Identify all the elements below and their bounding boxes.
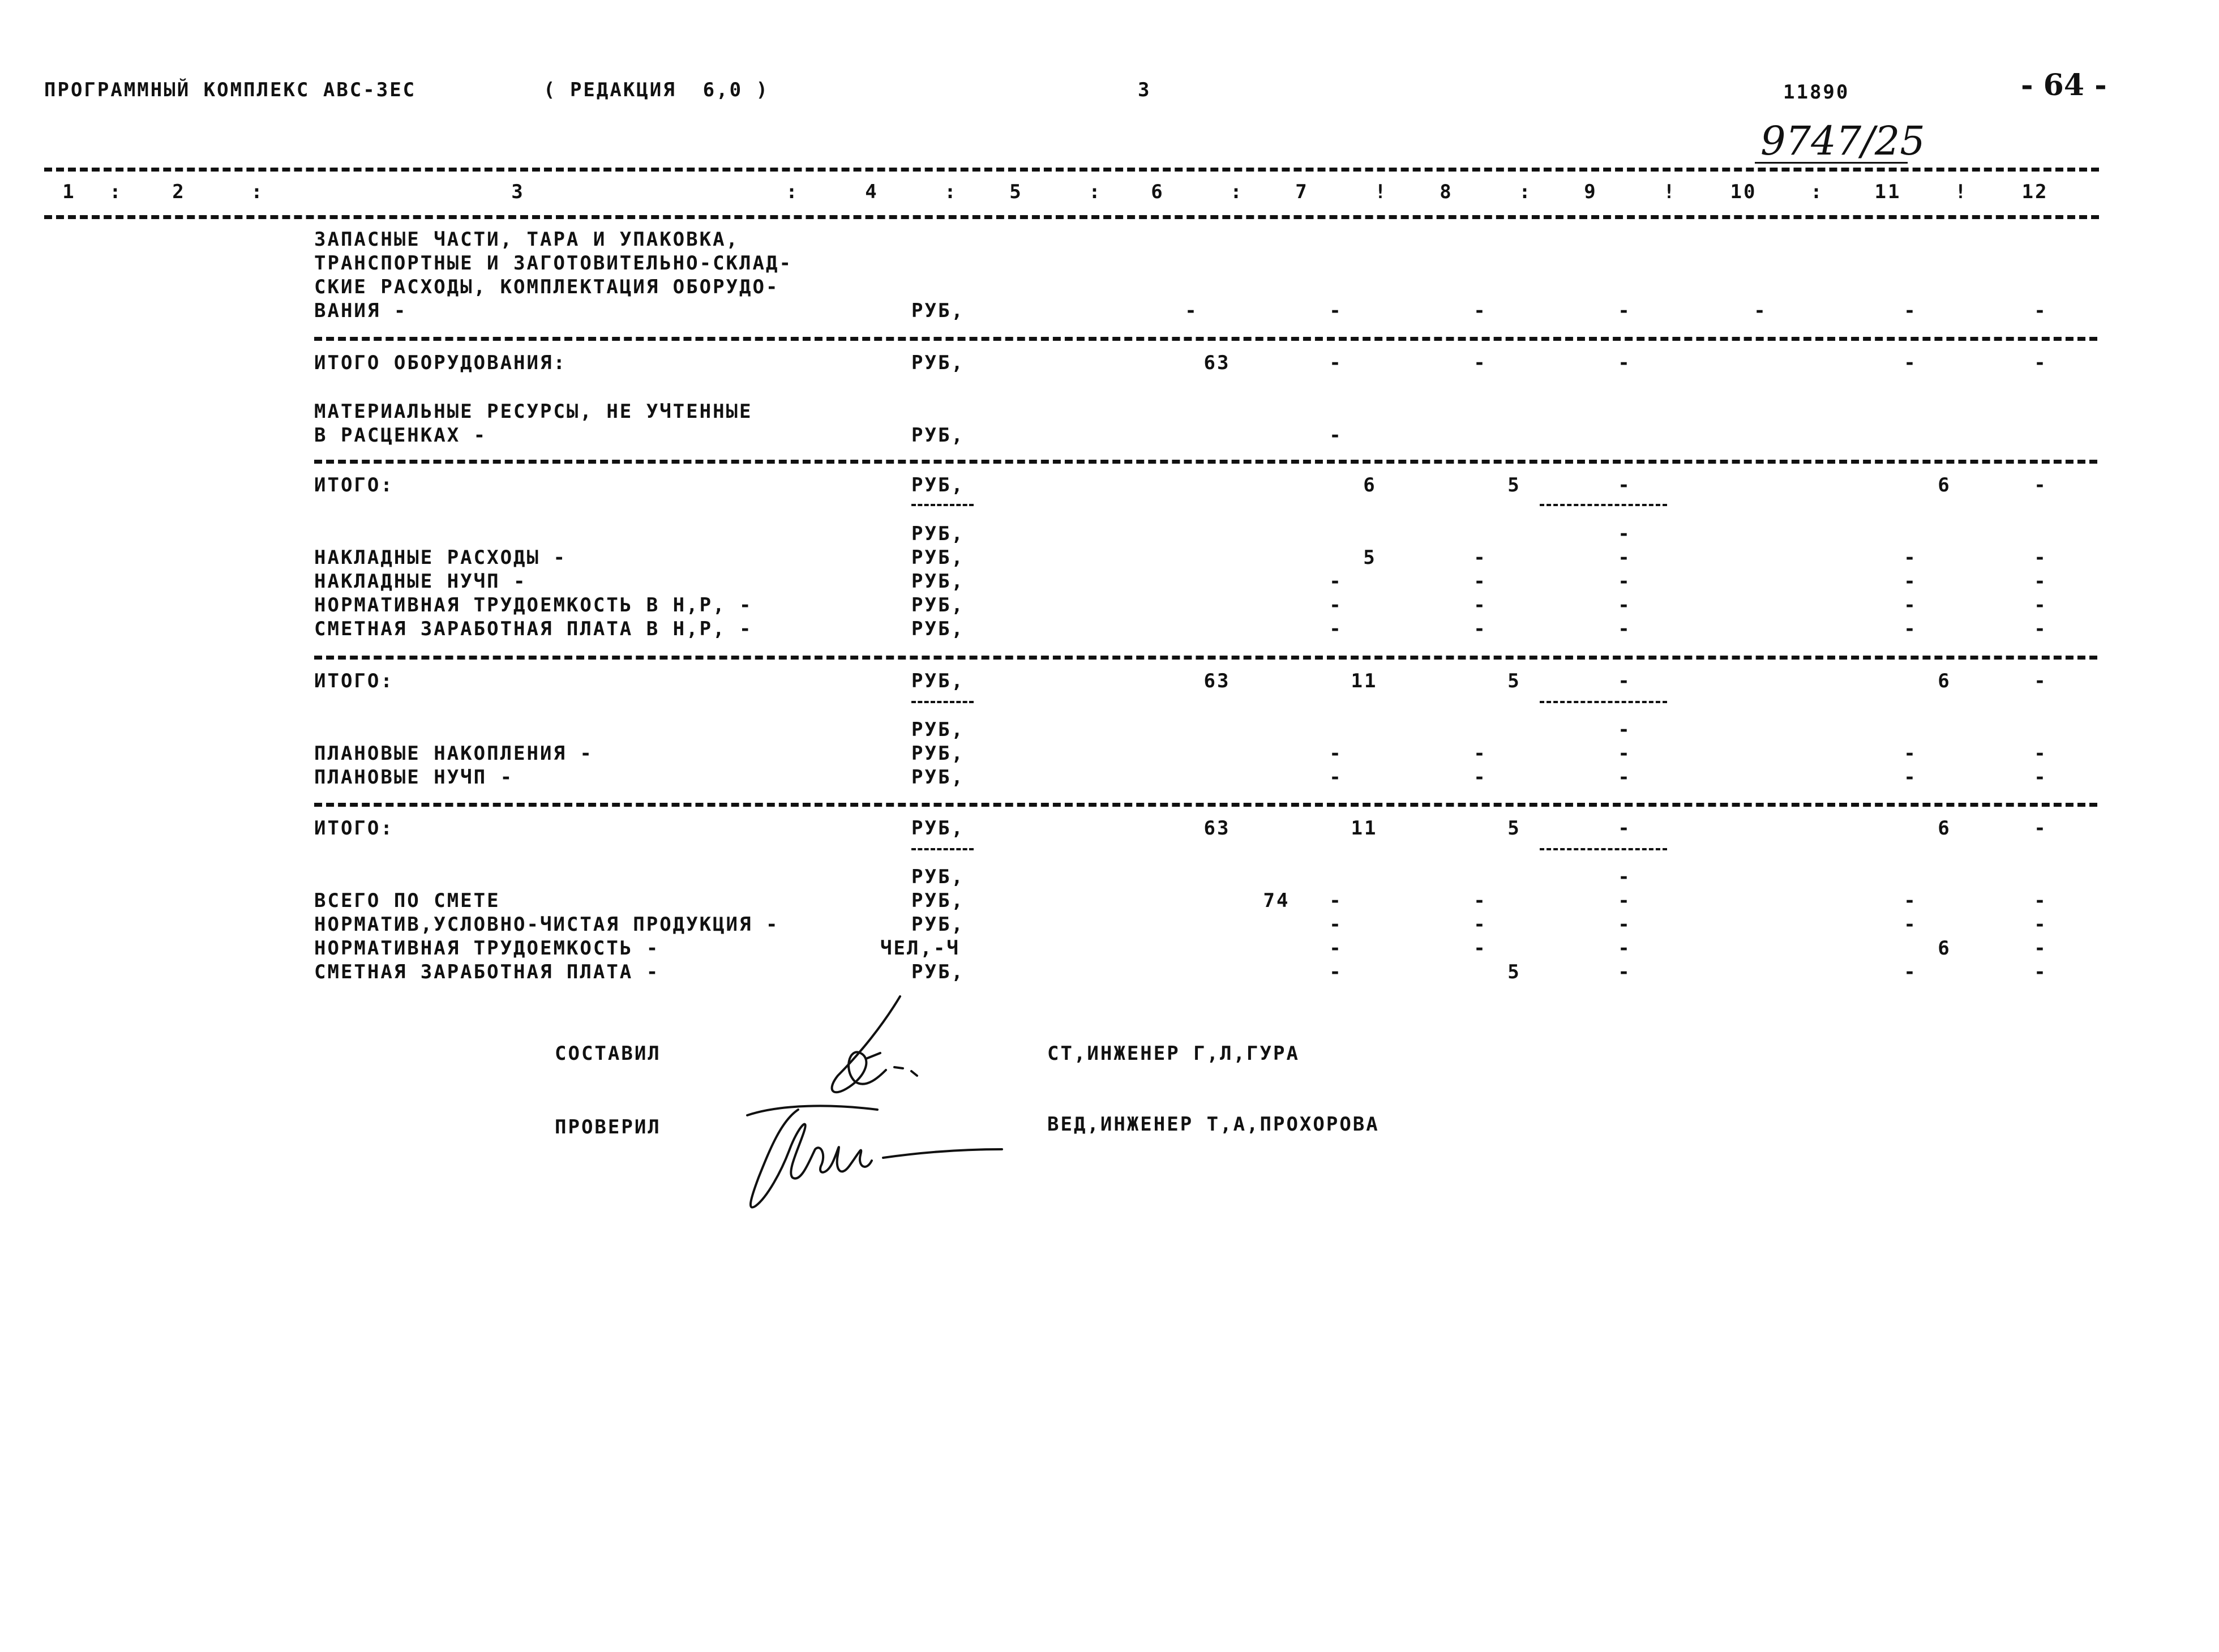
col-header-12: 12 [2021, 181, 2049, 203]
cell-col7: - [1329, 299, 1343, 322]
unit: РУБ, [911, 570, 965, 593]
cell-col8: - [1473, 299, 1487, 322]
cell-col12: - [2034, 766, 2047, 789]
unit: РУБ, [911, 961, 965, 983]
cell-col7: - [1329, 352, 1343, 374]
cell-col11: - [1904, 570, 1917, 593]
cell-col9: - [1618, 523, 1631, 545]
unit: ЧЕЛ,-Ч [880, 937, 960, 960]
row-label: СМЕТНАЯ ЗАРАБОТНАЯ ПЛАТА - [314, 961, 660, 983]
unit: РУБ, [911, 817, 965, 840]
col-header-7: 7 [1295, 181, 1309, 203]
cell-col11: 6 [1938, 670, 1951, 692]
cell-col12: - [2034, 352, 2047, 374]
col-header-1: 1 [62, 181, 76, 203]
col-sep: : [786, 181, 799, 203]
table-top-rule [44, 168, 2099, 172]
row-label: В РАСЦЕНКАХ - [314, 424, 487, 447]
unit: РУБ, [911, 546, 965, 569]
short-rule [1540, 848, 1667, 850]
cell-col7: 11 [1351, 817, 1378, 840]
checked-label: ПРОВЕРИЛ [555, 1116, 661, 1139]
unit: РУБ, [911, 718, 965, 741]
col-sep: : [251, 181, 264, 203]
row-label: СКИЕ РАСХОДЫ, КОМПЛЕКТАЦИЯ ОБОРУДО- [314, 276, 779, 298]
unit: РУБ, [911, 670, 965, 692]
cell-col12: - [2034, 913, 2047, 936]
signature-checker [736, 1093, 1019, 1223]
row-label: МАТЕРИАЛЬНЫЕ РЕСУРСЫ, НЕ УЧТЕННЫЕ [314, 400, 753, 423]
row-label: ВСЕГО ПО СМЕТЕ [314, 889, 500, 912]
col-sep: : [944, 181, 958, 203]
cell-col9: - [1618, 546, 1631, 569]
col-sep: : [1519, 181, 1532, 203]
row-label: ИТОГО: [314, 474, 394, 497]
cell-col8: 5 [1507, 817, 1521, 840]
cell-col9: - [1618, 594, 1631, 617]
unit: РУБ, [911, 866, 965, 888]
cell-col11: - [1904, 742, 1917, 765]
unit: РУБ, [911, 523, 965, 545]
rule [314, 656, 2097, 660]
cell-col11: - [1904, 913, 1917, 936]
cell-col11: - [1904, 766, 1917, 789]
cell-col9: - [1618, 670, 1631, 692]
row-label: НОРМАТИВ,УСЛОВНО-ЧИСТАЯ ПРОДУКЦИЯ - [314, 913, 779, 936]
cell-col11: - [1904, 299, 1917, 322]
unit: РУБ, [911, 889, 965, 912]
cell-col12: - [2034, 817, 2047, 840]
sheet-number: 3 [1138, 79, 1151, 101]
cell-col7: - [1329, 937, 1343, 960]
col-sep: ! [1374, 181, 1388, 203]
document-code: 11890 [1783, 81, 1850, 104]
cell-col11: 6 [1938, 817, 1951, 840]
rule [314, 337, 2097, 341]
cell-col8: - [1473, 742, 1487, 765]
composed-by: СТ,ИНЖЕНЕР Г,Л,ГУРА [1047, 1042, 1300, 1065]
unit: РУБ, [911, 424, 965, 447]
cell-col6: 63 [1203, 817, 1231, 840]
cell-col11: - [1904, 618, 1917, 640]
cell-col11: - [1904, 352, 1917, 374]
row-label: ЗАПАСНЫЕ ЧАСТИ, ТАРА И УПАКОВКА, [314, 228, 740, 251]
unit: РУБ, [911, 766, 965, 789]
row-label: СМЕТНАЯ ЗАРАБОТНАЯ ПЛАТА В Н,Р, - [314, 618, 753, 640]
handwritten-underline [1755, 162, 1908, 164]
cell-col7: - [1329, 742, 1343, 765]
cell-col11: - [1904, 594, 1917, 617]
col-sep: : [1810, 181, 1824, 203]
cell-col9: - [1618, 352, 1631, 374]
program-edition: ( РЕДАКЦИЯ 6,0 ) [543, 79, 769, 101]
short-rule [911, 504, 974, 506]
cell-col8: - [1473, 570, 1487, 593]
unit: РУБ, [911, 594, 965, 617]
col-header-3: 3 [511, 181, 525, 203]
col-header-11: 11 [1874, 181, 1901, 203]
cell-col12: - [2034, 742, 2047, 765]
cell-col8: - [1473, 913, 1487, 936]
cell-col7: 11 [1351, 670, 1378, 692]
col-header-9: 9 [1584, 181, 1597, 203]
row-label: ИТОГО: [314, 670, 394, 692]
rule [314, 460, 2097, 464]
cell-col12: - [2034, 299, 2047, 322]
unit: РУБ, [911, 913, 965, 936]
cell-col9: - [1618, 299, 1631, 322]
row-label: НОРМАТИВНАЯ ТРУДОЕМКОСТЬ В Н,Р, - [314, 594, 753, 617]
col-header-4: 4 [865, 181, 879, 203]
cell-col7: - [1329, 766, 1343, 789]
row-label: ПЛАНОВЫЕ НАКОПЛЕНИЯ - [314, 742, 593, 765]
cell-col12: - [2034, 937, 2047, 960]
cell-col11: - [1904, 546, 1917, 569]
col-sep: : [109, 181, 123, 203]
table-header-rule [44, 215, 2099, 219]
cell-col9: - [1618, 618, 1631, 640]
cell-col9: - [1618, 817, 1631, 840]
unit: РУБ, [911, 299, 965, 322]
cell-col6: - [1185, 299, 1198, 322]
cell-col8: - [1473, 546, 1487, 569]
row-label: ПЛАНОВЫЕ НУЧП - [314, 766, 514, 789]
cell-col7: - [1329, 913, 1343, 936]
col-header-6: 6 [1151, 181, 1164, 203]
col-header-8: 8 [1440, 181, 1453, 203]
program-title: ПРОГРАММНЫЙ КОМПЛЕКС АВС-3ЕС [44, 79, 417, 101]
short-rule [1540, 504, 1667, 506]
cell-col12: - [2034, 474, 2047, 497]
cell-col9: - [1618, 889, 1631, 912]
cell-col12: - [2034, 546, 2047, 569]
cell-col8: - [1473, 594, 1487, 617]
row-label: ИТОГО ОБОРУДОВАНИЯ: [314, 352, 567, 374]
row-label: НАКЛАДНЫЕ РАСХОДЫ - [314, 546, 567, 569]
cell-col11: 6 [1938, 937, 1951, 960]
row-label: ТРАНСПОРТНЫЕ И ЗАГОТОВИТЕЛЬНО-СКЛАД- [314, 252, 792, 275]
row-label: ИТОГО: [314, 817, 394, 840]
unit: РУБ, [911, 352, 965, 374]
cell-col6: 74 [1263, 889, 1290, 912]
cell-col7: - [1329, 618, 1343, 640]
short-rule [1540, 701, 1667, 703]
short-rule [911, 848, 974, 850]
cell-col11: 6 [1938, 474, 1951, 497]
cell-col6: 63 [1203, 352, 1231, 374]
row-label: НОРМАТИВНАЯ ТРУДОЕМКОСТЬ - [314, 937, 660, 960]
cell-col12: - [2034, 618, 2047, 640]
cell-col11: - [1904, 961, 1917, 983]
cell-col7: - [1329, 594, 1343, 617]
rule [314, 803, 2097, 807]
cell-col7: 6 [1363, 474, 1377, 497]
cell-col12: - [2034, 961, 2047, 983]
col-sep: ! [1663, 181, 1677, 203]
cell-col9: - [1618, 570, 1631, 593]
cell-col9: - [1618, 937, 1631, 960]
cell-col12: - [2034, 594, 2047, 617]
cell-col7: 5 [1363, 546, 1377, 569]
cell-col9: - [1618, 766, 1631, 789]
cell-col9: - [1618, 474, 1631, 497]
cell-col12: - [2034, 570, 2047, 593]
cell-col9: - [1618, 718, 1631, 741]
short-rule [911, 701, 974, 703]
col-header-2: 2 [172, 181, 186, 203]
cell-col10: - [1754, 299, 1767, 322]
page-number: - 64 - [2021, 68, 2107, 102]
cell-col8: - [1473, 937, 1487, 960]
cell-col7: - [1329, 889, 1343, 912]
cell-col9: - [1618, 913, 1631, 936]
cell-col8: 5 [1507, 961, 1521, 983]
cell-col8: - [1473, 618, 1487, 640]
unit: РУБ, [911, 474, 965, 497]
cell-col7: - [1329, 570, 1343, 593]
cell-col8: 5 [1507, 474, 1521, 497]
cell-col7: - [1329, 424, 1343, 447]
cell-col8: 5 [1507, 670, 1521, 692]
cell-col7: - [1329, 961, 1343, 983]
cell-col12: - [2034, 889, 2047, 912]
cell-col9: - [1618, 742, 1631, 765]
cell-col11: - [1904, 889, 1917, 912]
cell-col8: - [1473, 766, 1487, 789]
unit: РУБ, [911, 618, 965, 640]
composed-label: СОСТАВИЛ [555, 1042, 661, 1065]
unit: РУБ, [911, 742, 965, 765]
cell-col9: - [1618, 866, 1631, 888]
cell-col6: 63 [1203, 670, 1231, 692]
row-label: ВАНИЯ - [314, 299, 408, 322]
col-header-5: 5 [1009, 181, 1023, 203]
cell-col9: - [1618, 961, 1631, 983]
row-label: НАКЛАДНЫЕ НУЧП - [314, 570, 527, 593]
cell-col8: - [1473, 889, 1487, 912]
col-sep: : [1089, 181, 1102, 203]
cell-col12: - [2034, 670, 2047, 692]
cell-col8: - [1473, 352, 1487, 374]
col-sep: : [1230, 181, 1244, 203]
handwritten-reference: 9747/25 [1760, 118, 1925, 164]
col-header-10: 10 [1730, 181, 1757, 203]
checked-by: ВЕД,ИНЖЕНЕР Т,А,ПРОХОРОВА [1047, 1113, 1380, 1136]
col-sep: ! [1955, 181, 1968, 203]
